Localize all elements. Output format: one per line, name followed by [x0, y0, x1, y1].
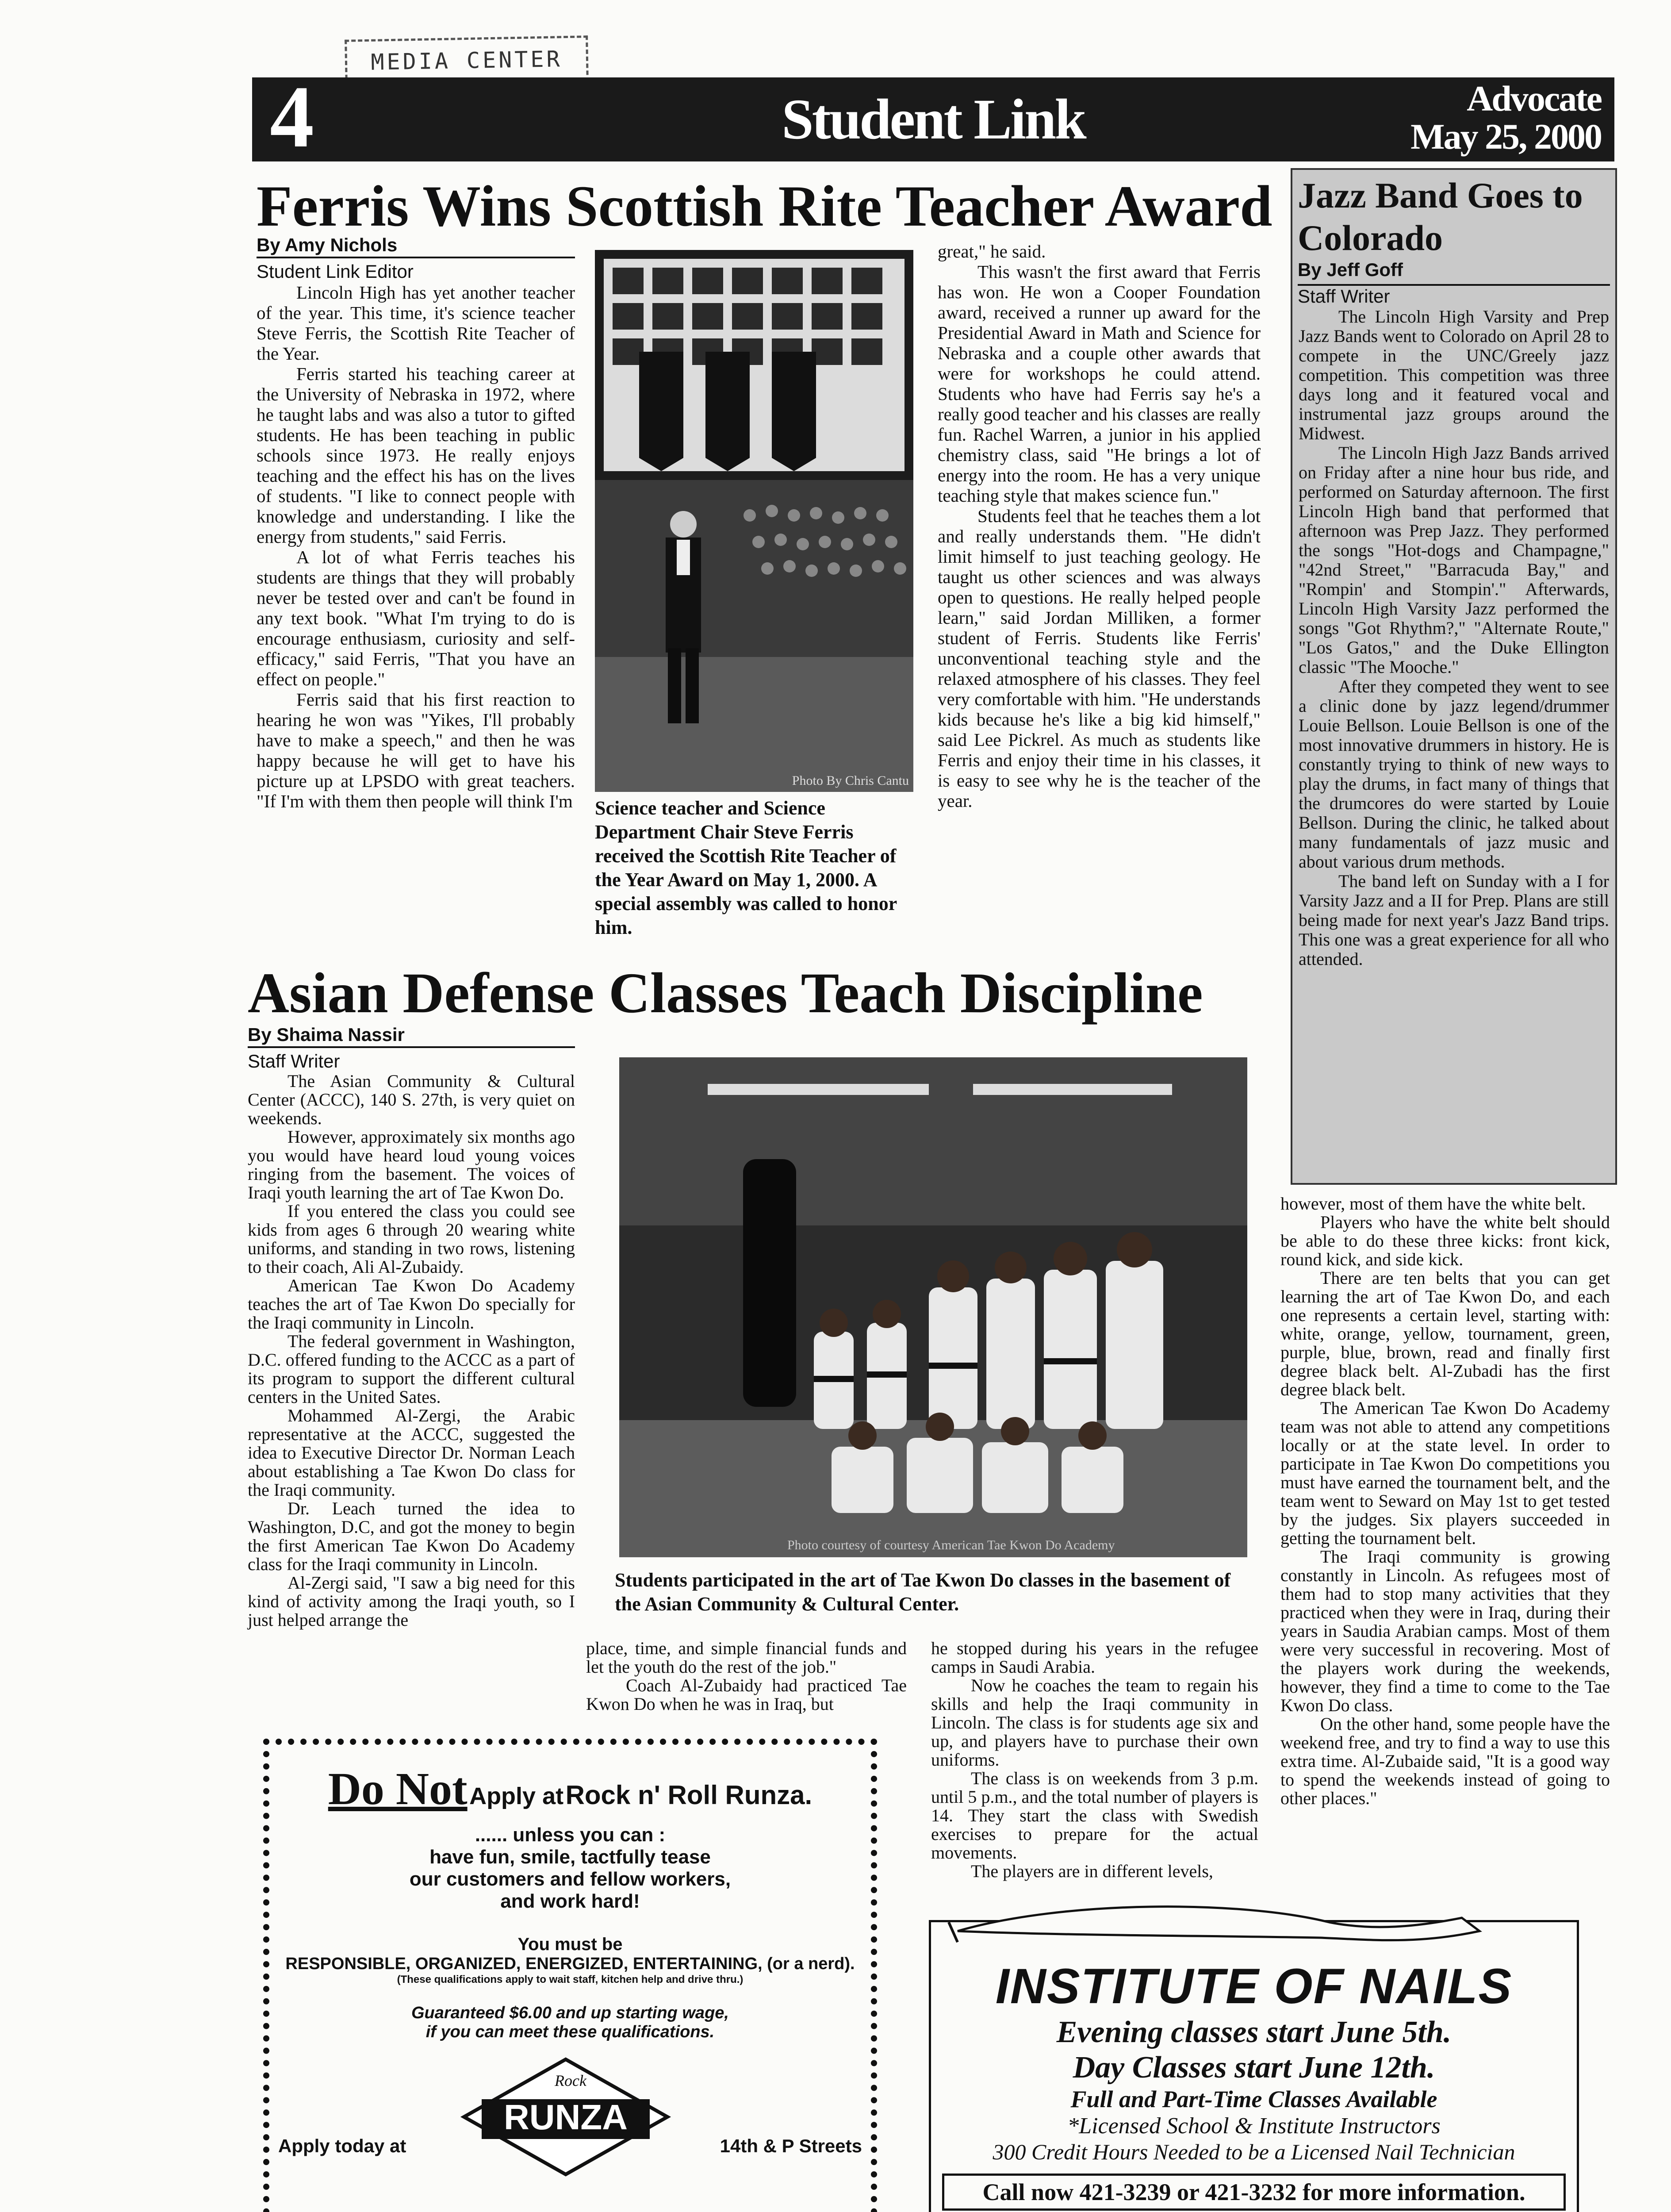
- runza-logo-art: [455, 2051, 676, 2183]
- article1-role: Student Link Editor: [257, 261, 414, 282]
- runza-ad-line: our customers and fellow workers,: [409, 1868, 731, 1890]
- paragraph: however, most of them have the white belt.: [1280, 1194, 1586, 1214]
- taekwondo-photo: [619, 1057, 1247, 1557]
- paragraph: Dr. Leach turned the idea to Washington, D.C, and got the money to begin the first American Tae Kwon Do Academy class for the Iraqi community in Lincoln.: [248, 1498, 575, 1574]
- runza-logo-top: Rock: [555, 2072, 586, 2089]
- runza-logo-text: RUNZA: [504, 2097, 628, 2137]
- runza-ad-line: (These qualifications apply to wait staff, kitchen help and drive thru.): [397, 1974, 744, 1985]
- paragraph: Ferris started his teaching career at the University of Nebraska in 1972, where he taught labs and was also a tutor to gifted students. He has been teaching in public schools since 1973. He really enjoys teaching and the effect his has on the lives of students. "I like to connect people with knowledge and understanding. I like the energy from students," said Ferris.: [257, 364, 575, 547]
- article2-col1: [248, 1024, 575, 1629]
- article1-col1: [257, 234, 575, 811]
- runza-name-text: Rock n' Roll Runza.: [565, 1780, 813, 1810]
- runza-ad-line: Guaranteed $6.00 and up starting wage,: [411, 2004, 729, 2022]
- paragraph: Now he coaches the team to regain his skills and help the Iraqi community in Lincoln. The class is for students age six and up, and players have to purchase their own uniforms.: [931, 1675, 1258, 1770]
- paragraph: The American Tae Kwon Do Academy team was not able to attend any competitions locally or at the state level. In order to participate in Tae Kwon Do competitions you must have earned the tournament belt, and the team went to Seward on May 1st to get tested by the judges. Six players succeeded in getting the tournament belt.: [1280, 1398, 1610, 1548]
- apply-today: Apply today at: [278, 2135, 406, 2156]
- paragraph: However, approximately six months ago you would have heard loud young voices ringing from the basement. The voices of Iraqi youth learning the art of Tae Kwon Do.: [248, 1127, 575, 1202]
- jazz-sidebar: [1291, 168, 1617, 1185]
- do-not-text: Do Not: [328, 1763, 468, 1814]
- paragraph: great," he said.: [938, 241, 1046, 261]
- paragraph: Students feel that he teaches them a lot and really understands them. "He didn't limit himself to just teaching geology. He taught us other sciences and was always open to questions. He really helped people learn," said Jordan Milliken, a former student of Ferris. Students like Ferris' unconventional teaching style and the relaxed atmosphere of his classes. They feel very comfortable with him. "He understands kids because he's like a big kid himself," said Lee Pickrel. As much as students like Ferris and enjoy their time in his classes, it is easy to see why he is the teacher of the year.: [938, 506, 1261, 811]
- runza-ad-line: and work hard!: [500, 1890, 640, 1912]
- paragraph: Mohammed Al-Zergi, the Arabic representative at the ACCC, suggested the idea to Executive Director Dr. Norman Leach about establishing a Tae Kwon Do class for the Iraqi community.: [248, 1406, 575, 1500]
- nails-call-line: Call now 421-3239 or 421-3232 for more information.: [942, 2174, 1566, 2211]
- paragraph: American Tae Kwon Do Academy teaches the art of Tae Kwon Do specially for the Iraqi community in Lincoln.: [248, 1275, 575, 1333]
- apply-at-text: Apply at: [469, 1783, 564, 1809]
- nails-line: 300 Credit Hours Needed to be a Licensed Nail Technician: [993, 2139, 1515, 2164]
- article2-headline: Asian Defense Classes Teach Discipline: [248, 961, 1203, 1025]
- nails-line: Evening classes start June 5th.: [1056, 2015, 1452, 2049]
- paragraph: The class is on weekends from 3 p.m. until 5 p.m., and the total number of players is 14. They start the class with Swedish exercises to prepare for the actual movements.: [931, 1768, 1258, 1863]
- paragraph: he stopped during his years in the refugee camps in Saudi Arabia.: [931, 1638, 1258, 1677]
- ferris-photo: [595, 250, 913, 792]
- article2-role: Staff Writer: [248, 1051, 340, 1071]
- article1-byline: By Amy Nichols: [257, 234, 575, 258]
- jazz-body: [1292, 307, 1615, 969]
- page-banner: [252, 68, 1614, 166]
- article1-col3: [938, 241, 1261, 811]
- taekwondo-photo-art: [619, 1057, 1247, 1557]
- ferris-photo-caption: Science teacher and Science Department Chair Steve Ferris received the Scottish Rite Teacher of the Year Award on May 1, 2000. A special assembly was called to honor him.: [595, 797, 897, 938]
- paragraph: The players are in different levels,: [971, 1861, 1213, 1881]
- paragraph: place, time, and simple financial funds and let the youth do the rest of the job.": [586, 1638, 907, 1677]
- paragraph: Players who have the white belt should be able to do these three kicks: front kick, round kick, and side kick.: [1280, 1212, 1610, 1269]
- paragraph: If you entered the class you could see kids from ages 6 through 20 wearing white uniforms, and standing in two rows, listening to their coach, Ali Al-Zubaidy.: [248, 1201, 575, 1277]
- jazz-role: Staff Writer: [1298, 284, 1610, 307]
- paragraph: On the other hand, some people have the weekend free, and try to find a way to use this extra time. Al-Zubaide said, "It is a good way to spend the weekends instead of going to other places.": [1280, 1714, 1610, 1808]
- nails-ad: [929, 1920, 1579, 2212]
- media-center-stamp: MEDIA CENTER: [345, 35, 589, 86]
- ferris-photo-credit: Photo By Chris Cantu: [792, 773, 909, 788]
- ferris-photo-art: [595, 250, 913, 792]
- nails-title: INSTITUTE OF NAILS: [995, 1959, 1513, 2014]
- nails-line: Day Classes start June 12th.: [1073, 2051, 1435, 2085]
- hand-icon: [931, 1896, 1577, 1944]
- nails-line: Full and Part-Time Classes Available: [1070, 2086, 1437, 2112]
- runza-address: 14th & P Streets: [720, 2135, 862, 2156]
- paragraph: The federal government in Washington, D.C. offered funding to the ACCC as a part of its program to support the different cultural centers in the United Sates.: [248, 1331, 575, 1407]
- runza-logo: [269, 2051, 871, 2183]
- jazz-byline: By Jeff Goff: [1298, 259, 1403, 280]
- paragraph: Coach Al-Zubaidy had practiced Tae Kwon Do when he was in Iraq, but: [586, 1675, 907, 1714]
- paragraph: Al-Zergi said, "I saw a big need for this kind of activity among the Iraqi youth, so I just helped arrange the: [248, 1573, 575, 1630]
- runza-ad-line: RESPONSIBLE, ORGANIZED, ENERGIZED, ENTERTAINING, (or a nerd).: [285, 1955, 855, 1973]
- article2-col4: [1280, 1194, 1610, 1808]
- paragraph: The Lincoln High Jazz Bands arrived on Friday after a nine hour bus ride, and performed on Saturday afternoon. The first Lincoln High band that performed that afternoon was Prep Jazz. They performed the songs "Hot-dogs and Champagne," "42nd Street," "Barracuda Bay," and "Rompin' and Stompin'." Afterwards, Lincoln High Varsity Jazz performed the songs "Got Rhythm?," "Alternate Route," "Los Gatos," and the Duke Ellington classic "The Mooche.": [1299, 443, 1609, 677]
- paragraph: Lincoln High has yet another teacher of the year. This time, it's science teacher Steve Ferris, the Scottish Rite Teacher of the Year.: [257, 282, 575, 364]
- jazz-headline: Jazz Band Goes to Colorado: [1298, 175, 1583, 258]
- article2-col3: [931, 1639, 1258, 1881]
- paragraph: The band left on Sunday with a I for Varsity Jazz and a II for Prep. Plans are still being made for next year's Jazz Band trips. This one was a great experience for all who attended.: [1299, 871, 1609, 969]
- publication-info: [1410, 80, 1601, 156]
- runza-ad: [263, 1739, 877, 2212]
- nails-line: *Licensed School & Institute Instructors: [1067, 2113, 1441, 2139]
- issue-date: May 25, 2000: [1410, 116, 1601, 157]
- runza-ad-headline: [269, 1763, 871, 1815]
- paragraph: The Iraqi community is growing constantly in Lincoln. As refugees most of them had to stop many activities that they practiced when they were in Iraq, during their years in Saudia Arabian camps. Most of them were very successful in recovering. Most of the players work during the weekends, however, they find a time to come to the Tae Kwon Do class.: [1280, 1547, 1610, 1715]
- runza-ad-line: ...... unless you can :: [475, 1824, 666, 1846]
- paragraph: The Lincoln High Varsity and Prep Jazz Bands went to Colorado on April 28 to compete in the UNC/Greely jazz competition. This competition was three days long and it featured vocal and instrumental jazz groups around the Midwest.: [1299, 307, 1609, 443]
- paragraph: This wasn't the first award that Ferris has won. He won a Cooper Foundation award, received a runner up award for the Presidential Award in Math and Science for Nebraska and a couple other awards that were for workshops he could attend. Students who have had Ferris say he's a really good teacher and his classes are really fun. Rachel Warren, a junior in his applied chemistry class, said "He brings a lot of energy into the room. He has a very unique teaching style that makes science fun.": [938, 261, 1261, 506]
- paragraph: Ferris said that his first reaction to hearing he won was "Yikes, I'll probably have to make a speech," and then he was happy because he will get to have his picture up at LPSDO with great teachers. "If I'm with them then people will think I'm: [257, 689, 575, 811]
- paragraph: There are ten belts that you can get learning the art of Tae Kwon Do, and each one represents a certain level, starting with: white, orange, yellow, tournament, green, purple, blue, brown, read and finally first degree black belt. Al-Zubadi has the first degree black belt.: [1280, 1268, 1610, 1399]
- publication-name: Advocate: [1467, 78, 1601, 119]
- runza-ad-line: You must be: [517, 1935, 623, 1954]
- section-title: Student Link: [782, 88, 1085, 151]
- taekwondo-photo-credit: Photo courtesy of courtesy American Tae Kwon Do Academy: [787, 1538, 1115, 1552]
- article2-byline: By Shaima Nassir: [248, 1024, 575, 1048]
- paragraph: The Asian Community & Cultural Center (ACCC), 140 S. 27th, is very quiet on weekends.: [248, 1071, 575, 1128]
- paragraph: After they competed they went to see a clinic done by jazz legend/drummer Louie Bellson. Louie Bellson is one of the most innovative drummers in history. He is constantly trying to think of new ways to play the drums, in fact many of things that the drumcores do were started by Louie Bellson. During the clinic, he talked about many fundamentals of jazz music and about various drum methods.: [1299, 676, 1609, 872]
- runza-ad-line: if you can meet these qualifications.: [425, 2023, 715, 2041]
- paragraph: A lot of what Ferris teaches his students are things that they will probably never be tested over and can't be found in any text book. "What I'm trying to do is encourage enthusiasm, curiosity and self-efficacy," said Ferris, "That you have an effect on people.": [257, 547, 575, 689]
- page-number: 4: [270, 68, 314, 166]
- runza-ad-line: have fun, smile, tactfully tease: [429, 1846, 711, 1868]
- article2-col2: [586, 1639, 907, 1713]
- article1-headline: Ferris Wins Scottish Rite Teacher Award: [257, 173, 1272, 238]
- taekwondo-photo-caption: Students participated in the art of Tae Kwon Do classes in the basement of the Asian Community & Cultural Center.: [615, 1569, 1231, 1615]
